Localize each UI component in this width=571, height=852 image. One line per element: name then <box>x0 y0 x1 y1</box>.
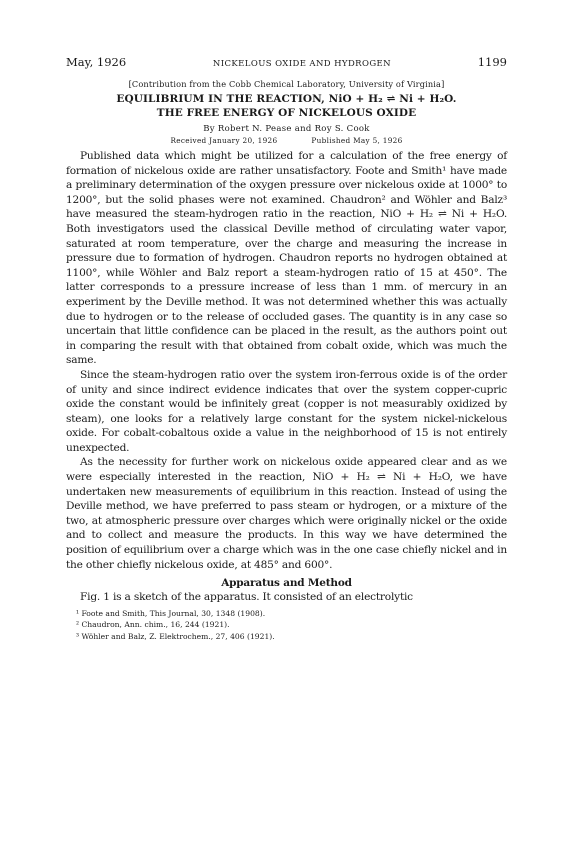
footnote: ¹ Foote and Smith, This Journal, 30, 1348 (1908). <box>76 608 266 618</box>
section-heading: Apparatus and Method <box>221 577 352 590</box>
running-head-title: NICKELOUS OXIDE AND HYDROGEN <box>212 59 391 69</box>
paragraph: Since the steam-hydrogen ratio over the system iron-ferrous oxide is of the order of unity and since indirect evidence indicates that over the system copper-cupric oxide the constant would be infinitely great (copper is not measurably oxidized by steam), one looks for a relatively large constant for the system nickel-nickelous oxide. For cobalt-cobaltous oxide a value in the neighborhood of 15 is not entirely unexpected. <box>66 368 507 454</box>
footnote: ³ Wöhler and Balz, Z. Elektrochem., 27, 406 (1921). <box>76 631 275 641</box>
title-line-2: THE FREE ENERGY OF NICKELOUS OXIDE <box>156 106 417 119</box>
running-head-date: May, 1926 <box>66 55 127 69</box>
received-date: Received January 20, 1926 <box>170 136 278 145</box>
paragraph: Published data which might be utilized for a calculation of the free energy of formation of nickelous oxide are rather unsatisfactory. Foote and Smith¹ have made a preliminary determination of the oxygen pressure over nickelous oxide at 1000° to 1200°, but the solid phases were not examined. Chaudron² and Wöhler and Balz³ have measured the steam-hydrogen ratio in the reaction, NiO + H₂ ⇌ Ni + H₂O. Both investigators used the classical Deville method of circulating water vapor, saturated at room temperature, over the charge and measuring the increase in pressure due to formation of hydrogen. Chaudron reports no hydrogen obtained at 1100°, while Wöhler and Balz report a steam-hydrogen ratio of 15 at 450°. The latter corresponds to a pressure increase of less than 1 mm. of mercury in an experiment by the Deville method. It was not determined whether this was actually due to hydrogen or to the release of occluded gases. The quantity is in any case so uncertain that little confidence can be placed in the result, as the authors point out in comparing the result with that obtained from cobalt oxide, which was much the same. <box>66 150 507 367</box>
paragraph: Fig. 1 is a sketch of the apparatus. It consisted of an electrolytic <box>80 591 413 604</box>
footnotes <box>66 608 507 643</box>
article-title <box>66 93 507 120</box>
footnote: ² Chaudron, Ann. chim., 16, 244 (1921). <box>76 620 230 630</box>
title-line-1: EQUILIBRIUM IN THE REACTION, NiO + H₂ ⇌ Ni + H₂O. <box>116 93 457 105</box>
paragraph: As the necessity for further work on nickelous oxide appeared clear and as we were especially interested in the reaction, NiO + H₂ ⇌ Ni + H₂O, we have undertaken new measurements of equilibrium in this reaction. Instead of using the Deville method, we have preferred to pass steam or hydrogen, or a mixture of the two, at atmospheric pressure over charges which were originally nickel or the oxide and to collect and measure the products. In this way we have determined the position of equilibrium over a charge which was in the one case chiefly nickel and in the other chiefly nickelous oxide, at 485° and 600°. <box>66 456 507 571</box>
running-head <box>66 55 507 72</box>
article-body <box>66 149 507 605</box>
page-number: 1199 <box>477 55 507 69</box>
author-line: By Robert N. Pease and Roy S. Cook <box>203 124 370 134</box>
contribution-line: [Contribution from the Cobb Chemical Laboratory, University of Virginia] <box>128 79 445 89</box>
dates-line <box>66 135 507 146</box>
published-date: Published May 5, 1926 <box>311 136 403 145</box>
